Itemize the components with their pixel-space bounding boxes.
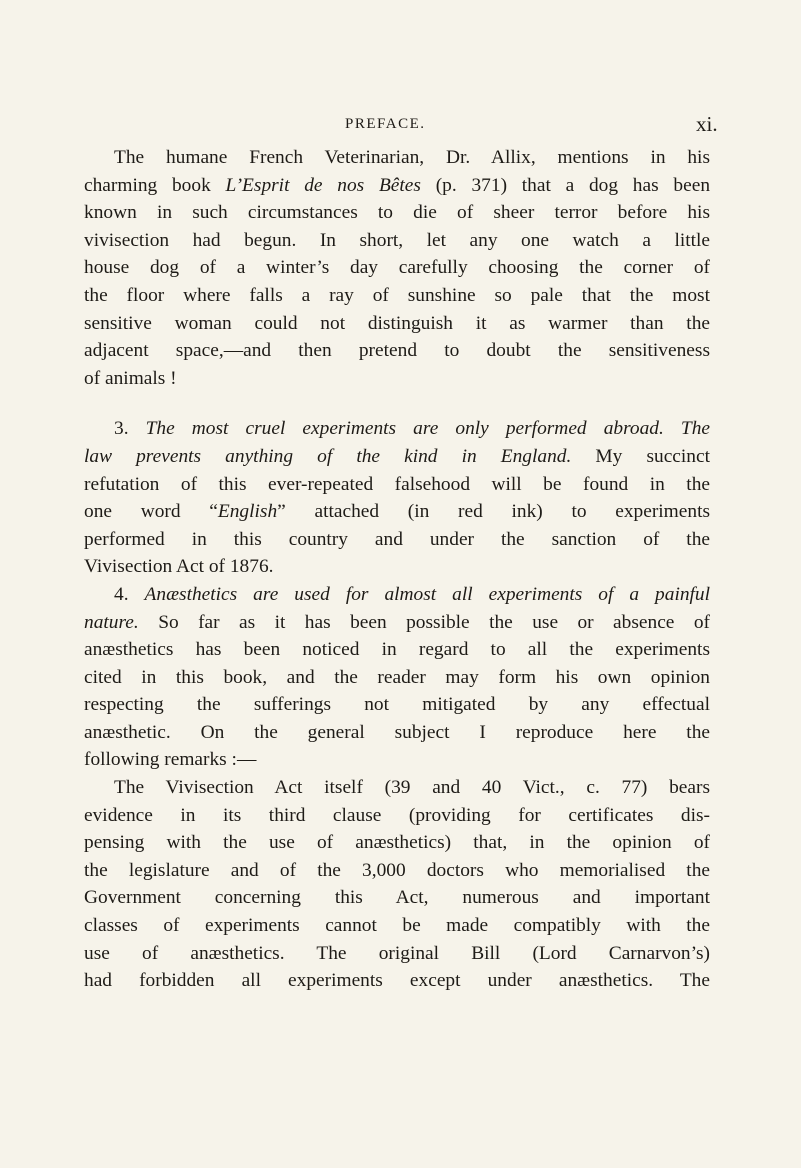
text-segment: performed in this country and under the sanction of the — [84, 528, 710, 550]
text-segment: refutation of this ever-repeated falsehood will be found in the — [84, 473, 710, 495]
text-line — [84, 664, 710, 692]
text-segment: anæsthetic. On the general subject I reproduce here the — [84, 721, 710, 743]
page-number: xi. — [696, 112, 718, 136]
text-line — [84, 553, 710, 581]
text-segment: My succinct — [571, 445, 710, 467]
text-line — [84, 802, 710, 830]
text-line — [84, 337, 710, 365]
paragraph-gap — [84, 392, 710, 415]
text-line — [84, 199, 710, 227]
text-line — [84, 172, 710, 200]
text-line — [84, 581, 710, 609]
text-line — [84, 857, 710, 885]
text-line — [84, 443, 710, 471]
text-line — [84, 967, 710, 995]
text-line — [84, 415, 710, 443]
text-segment: sensitive woman could not distinguish it as warmer than the — [84, 312, 710, 334]
body-text — [84, 144, 710, 995]
text-line — [84, 719, 710, 747]
text-segment: the legislature and of the 3,000 doctors who memorialised the — [84, 859, 710, 881]
text-line — [84, 940, 710, 968]
text-segment: (p. 371) that a dog has been — [420, 174, 711, 196]
text-line — [84, 471, 710, 499]
text-segment: house dog of a winter’s day carefully choosing the corner of — [84, 257, 710, 279]
text-line — [84, 609, 710, 637]
italic-text: nature. — [84, 611, 139, 633]
text-segment: pensing with the use of anæsthetics) that, in the opinion of — [84, 832, 710, 854]
text-line — [84, 144, 710, 172]
italic-text: English — [217, 501, 278, 523]
text-segment: ” attached (in red ink) to experiments — [277, 501, 711, 523]
text-segment: respecting the sufferings not mitigated by any effectual — [84, 694, 710, 716]
text-segment: adjacent space,—and then pretend to doubt the sensitiveness — [84, 340, 710, 362]
text-line — [84, 691, 710, 719]
text-segment: So far as it has been possible the use or absence of — [138, 611, 710, 633]
text-line — [84, 884, 710, 912]
text-segment: one word “ — [84, 501, 218, 523]
italic-text: L’Esprit de nos Bêtes — [225, 174, 421, 196]
running-head: PREFACE. — [345, 116, 426, 132]
text-line — [84, 498, 710, 526]
page-header — [0, 112, 801, 142]
text-segment: 4. — [114, 583, 145, 605]
text-line — [84, 254, 710, 282]
text-line — [84, 774, 710, 802]
text-segment: evidence in its third clause (providing for certificates dis- — [84, 804, 710, 826]
text-segment: Government concerning this Act, numerous and important — [84, 887, 710, 909]
text-segment: had forbidden all experiments except under anæsthetics. The — [84, 970, 710, 992]
text-segment: The Vivisection Act itself (39 and 40 Vict., c. 77) bears — [114, 777, 710, 799]
text-segment: the floor where falls a ray of sunshine so pale that the most — [84, 284, 710, 306]
text-segment: 3. — [114, 418, 146, 440]
text-segment: cited in this book, and the reader may form his own opinion — [84, 666, 710, 688]
text-segment: following remarks :— — [84, 749, 257, 771]
text-segment: The humane French Veterinarian, Dr. Allix, mentions in his — [114, 147, 710, 168]
italic-text: Anæsthetics are used for almost all experiments of a painful — [144, 583, 710, 605]
italic-text: law prevents anything of the kind in England. — [84, 445, 572, 467]
text-line — [84, 829, 710, 857]
text-segment: vivisection had begun. In short, let any one watch a little — [84, 229, 710, 251]
text-segment: use of anæsthetics. The original Bill (Lord Carnarvon’s) — [84, 942, 710, 964]
text-line — [84, 310, 710, 338]
text-segment: known in such circumstances to die of sheer terror before his — [84, 202, 710, 224]
text-line — [84, 282, 710, 310]
italic-text: The most cruel experiments are only performed abroad. The — [145, 418, 711, 440]
text-segment: Vivisection Act of 1876. — [84, 556, 274, 578]
text-line — [84, 227, 710, 255]
text-line — [84, 912, 710, 940]
text-segment: charming book — [84, 174, 226, 196]
text-line — [84, 526, 710, 554]
text-segment: anæsthetics has been noticed in regard to all the experiments — [84, 639, 710, 661]
text-line — [84, 636, 710, 664]
text-line — [84, 746, 710, 774]
text-line — [84, 365, 710, 393]
text-segment: of animals ! — [84, 367, 177, 389]
text-segment: classes of experiments cannot be made compatibly with the — [84, 915, 710, 937]
